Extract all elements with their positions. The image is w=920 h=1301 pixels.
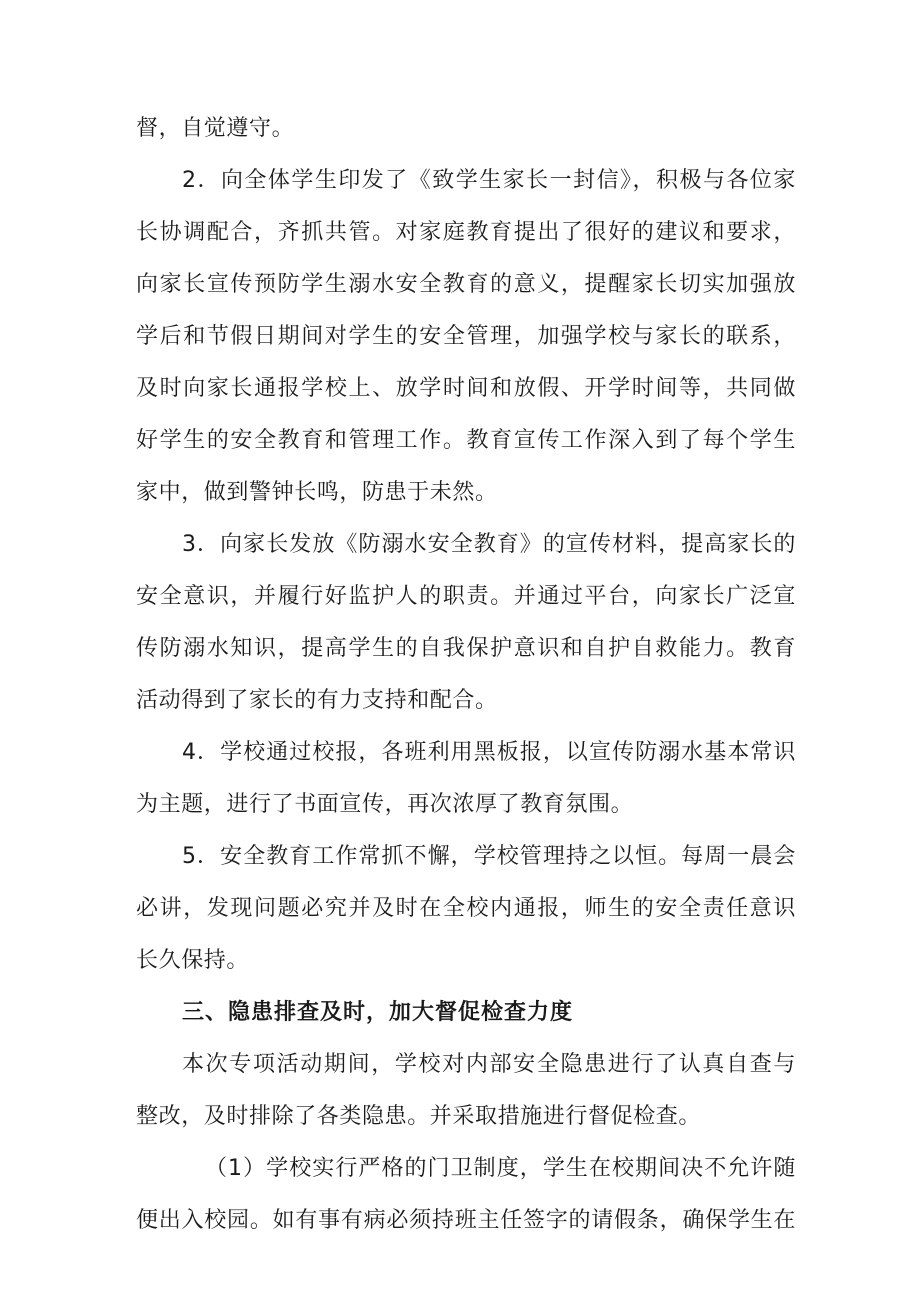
paragraph-line: 4．学校通过校报，各班利用黑板报，以宣传防溺水基本常识 xyxy=(182,740,796,765)
paragraph-line: 为主题，进行了书面宣传，再次浓厚了教育氛围。 xyxy=(136,792,634,817)
paragraph-line: 及时向家长通报学校上、放学时间和放假、开学时间等，共同做 xyxy=(136,376,796,401)
paragraph-line: 5．安全教育工作常抓不懈，学校管理持之以恒。每周一晨会 xyxy=(182,844,796,869)
paragraph-line: 向家长宣传预防学生溺水安全教育的意义，提醒家长切实加强放 xyxy=(136,272,796,297)
paragraph-line: 安全意识，并履行好监护人的职责。并通过平台，向家长广泛宣 xyxy=(136,584,796,609)
paragraph-line: 好学生的安全教育和管理工作。教育宣传工作深入到了每个学生 xyxy=(136,428,796,453)
paragraph-line: 家中，做到警钟长鸣，防患于未然。 xyxy=(136,480,498,505)
paragraph-line: 学后和节假日期间对学生的安全管理，加强学校与家长的联系， xyxy=(136,324,796,349)
paragraph-line: （1）学校实行严格的门卫制度，学生在校期间决不允许随 xyxy=(205,1156,796,1181)
paragraph-line: 2．向全体学生印发了《致学生家长一封信》，积极与各位家 xyxy=(182,168,796,193)
section-heading: 三、隐患排查及时，加大督促检查力度 xyxy=(182,1000,574,1025)
paragraph-line: 长协调配合，齐抓共管。对家庭教育提出了很好的建议和要求， xyxy=(136,220,796,245)
paragraph-line: 3．向家长发放《防溺水安全教育》的宣传材料，提高家长的 xyxy=(182,532,796,557)
paragraph-line: 整改，及时排除了各类隐患。并采取措施进行督促检查。 xyxy=(136,1104,702,1129)
paragraph-line: 传防溺水知识，提高学生的自我保护意识和自护自救能力。教育 xyxy=(136,636,796,661)
paragraph-line: 活动得到了家长的有力支持和配合。 xyxy=(136,688,498,713)
paragraph-line: 督，自觉遵守。 xyxy=(136,116,295,141)
paragraph-line: 便出入校园。如有事有病必须持班主任签字的请假条，确保学生在 xyxy=(136,1208,796,1233)
paragraph-line: 本次专项活动期间，学校对内部安全隐患进行了认真自查与 xyxy=(182,1052,796,1077)
paragraph-line: 必讲，发现问题必究并及时在全校内通报，师生的安全责任意识 xyxy=(136,896,796,921)
paragraph-line: 长久保持。 xyxy=(136,948,250,973)
